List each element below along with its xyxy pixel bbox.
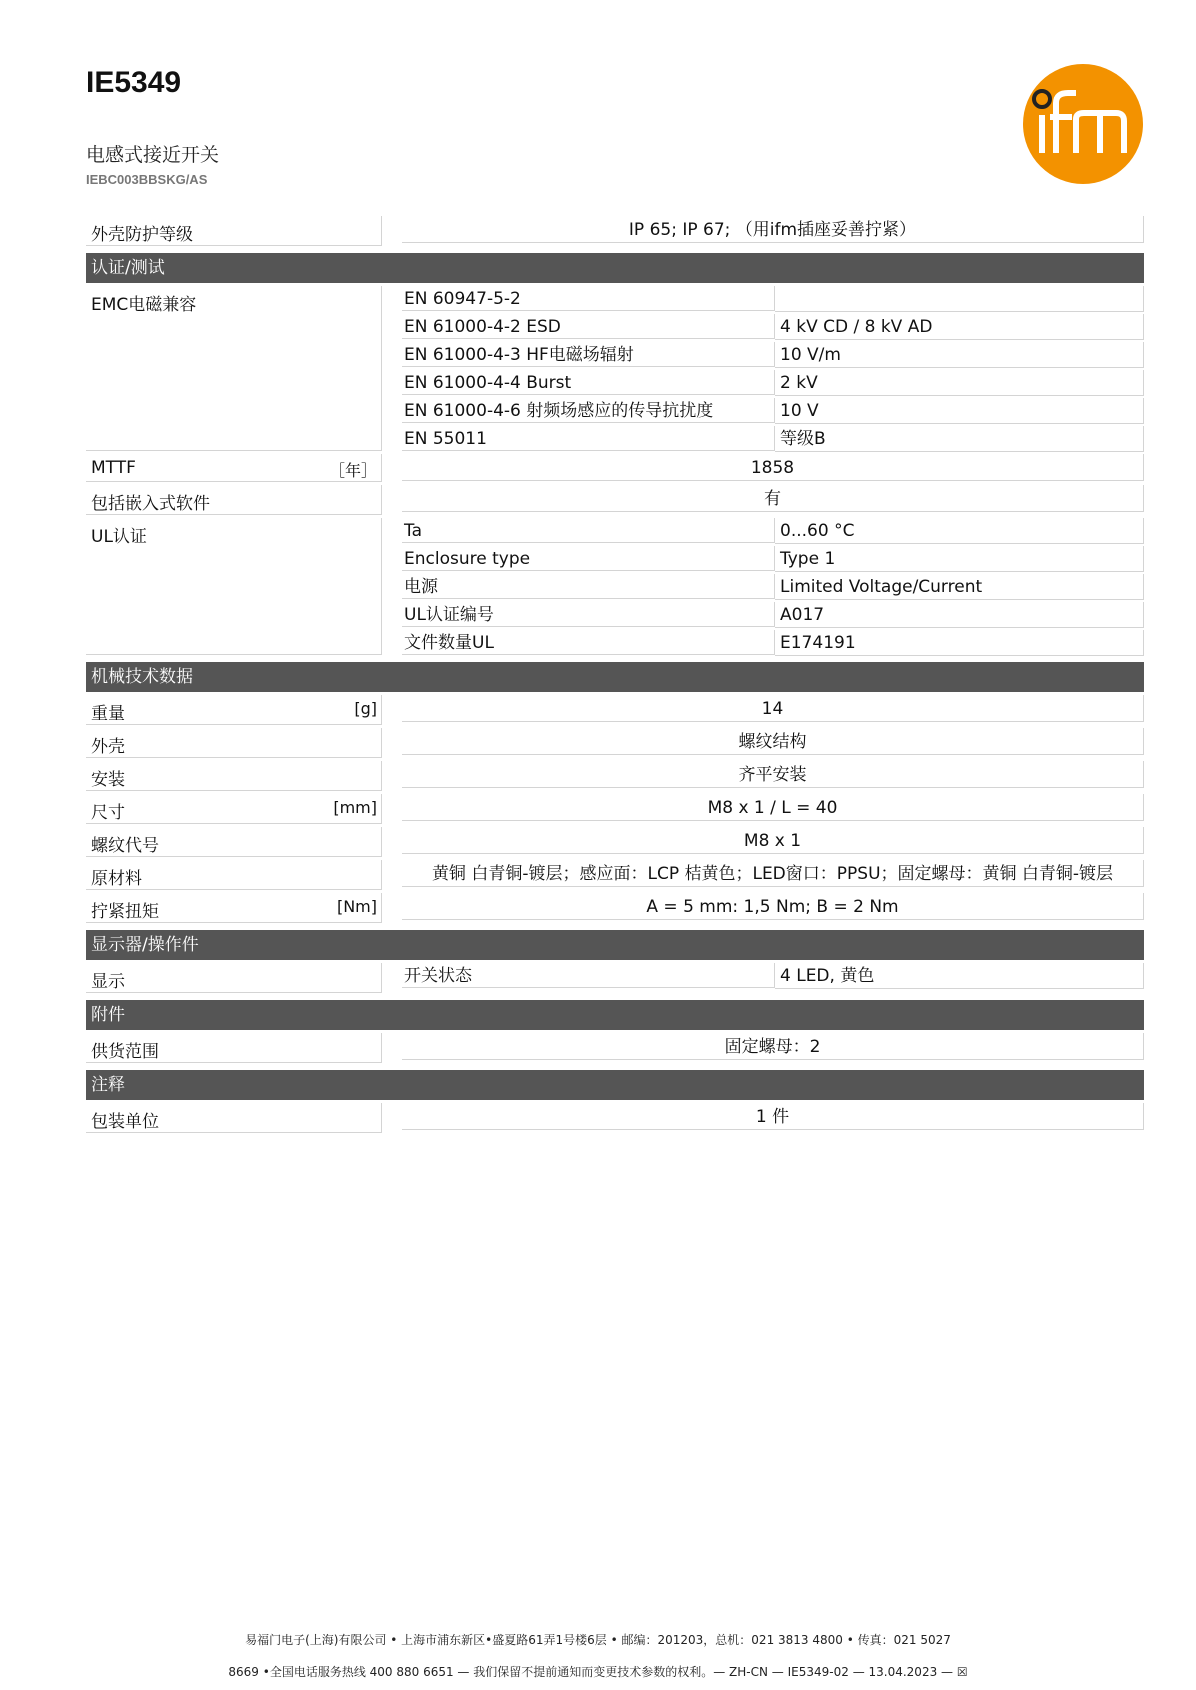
ul-value: Type 1 bbox=[775, 546, 1144, 572]
footer-legal: 8669 •全国电话服务热线 400 880 6651 — 我们保留不提前通知而变更技术参数的权利。— ZH-CN — IE5349-02 — 13.04.2023 — ☒ bbox=[228, 1665, 968, 1679]
section-header-certification: 认证/测试 bbox=[86, 253, 1144, 283]
emc-standard: EN 60947-5-2 bbox=[402, 286, 775, 311]
emc-value bbox=[775, 286, 1144, 312]
display-sub-label: 开关状态 bbox=[402, 963, 775, 988]
label-ul: UL认证 bbox=[91, 527, 147, 547]
row-material bbox=[86, 860, 1144, 893]
row-embedded-sw bbox=[86, 485, 1144, 518]
label-emc: EMC电磁兼容 bbox=[91, 295, 197, 315]
ul-value: Limited Voltage/Current bbox=[775, 574, 1144, 600]
unit-torque: [Nm] bbox=[336, 897, 377, 916]
ul-row bbox=[402, 602, 1144, 628]
section-header-mechanical: 机械技术数据 bbox=[86, 662, 1144, 692]
emc-standard: EN 61000-4-6 射频场感应的传导抗扰度 bbox=[402, 398, 775, 423]
display-sub-value: 4 LED, 黄色 bbox=[775, 963, 1144, 989]
row-housing bbox=[86, 728, 1144, 761]
emc-row bbox=[402, 398, 1144, 424]
emc-row bbox=[402, 314, 1144, 340]
emc-row bbox=[402, 426, 1144, 452]
label-display: 显示 bbox=[91, 972, 125, 992]
emc-value: 4 kV CD / 8 kV AD bbox=[775, 314, 1144, 340]
emc-standard: EN 61000-4-4 Burst bbox=[402, 370, 775, 395]
row-dimensions bbox=[86, 794, 1144, 827]
value-housing: 螺纹结构 bbox=[402, 728, 1144, 755]
ul-standard: UL认证编号 bbox=[402, 602, 775, 627]
ul-row bbox=[402, 546, 1144, 572]
row-emc bbox=[86, 286, 1144, 454]
emc-standard: EN 61000-4-3 HF电磁场辐射 bbox=[402, 342, 775, 367]
label-housing-protection: 外壳防护等级 bbox=[91, 225, 193, 245]
emc-values bbox=[402, 286, 1144, 454]
label-packaging: 包装单位 bbox=[91, 1112, 159, 1132]
value-material: 黄铜 白青铜-镀层；感应面：LCP 桔黄色；LED窗口：PPSU；固定螺母：黄铜 白青铜-镀层 bbox=[402, 860, 1144, 887]
emc-row bbox=[402, 370, 1144, 396]
value-mounting: 齐平安装 bbox=[402, 761, 1144, 788]
row-scope bbox=[86, 1033, 1144, 1066]
unit-weight: [g] bbox=[354, 699, 377, 718]
value-weight: 14 bbox=[402, 695, 1144, 722]
row-housing-protection bbox=[86, 216, 1144, 249]
section-header-accessories: 附件 bbox=[86, 1000, 1144, 1030]
row-packaging bbox=[86, 1103, 1144, 1136]
ul-row bbox=[402, 630, 1144, 656]
label-material: 原材料 bbox=[91, 869, 142, 889]
ul-standard: 文件数量UL bbox=[402, 630, 775, 655]
product-subtitle: 电感式接近开关 bbox=[86, 144, 220, 166]
ul-standard: Ta bbox=[402, 518, 775, 543]
row-ul bbox=[86, 518, 1144, 658]
label-torque: 拧紧扭矩 bbox=[91, 902, 159, 922]
row-torque bbox=[86, 893, 1144, 926]
ul-values bbox=[402, 518, 1144, 658]
label-thread: 螺纹代号 bbox=[91, 836, 159, 856]
row-weight bbox=[86, 695, 1144, 728]
label-weight: 重量 bbox=[91, 704, 125, 724]
product-title: IE5349 bbox=[86, 66, 182, 99]
ifm-logo-icon bbox=[1022, 63, 1144, 185]
emc-row bbox=[402, 342, 1144, 368]
ul-row bbox=[402, 574, 1144, 600]
emc-value: 2 kV bbox=[775, 370, 1144, 396]
footer-address: 易福门电子(上海)有限公司 • 上海市浦东新区•盛夏路61弄1号楼6层 • 邮编：201203，总机：021 3813 4800 • 传真：021 5027 bbox=[245, 1633, 951, 1647]
ul-standard: Enclosure type bbox=[402, 546, 775, 571]
product-code: IEBC003BBSKG/AS bbox=[86, 172, 208, 187]
value-mttf: 1858 bbox=[402, 454, 1144, 481]
row-mttf bbox=[86, 454, 1144, 485]
unit-dimensions: [mm] bbox=[333, 798, 377, 817]
logo-text: ifm bbox=[1083, 181, 1085, 182]
emc-row bbox=[402, 286, 1144, 312]
emc-value: 10 V/m bbox=[775, 342, 1144, 368]
emc-value: 10 V bbox=[775, 398, 1144, 424]
ul-standard: 电源 bbox=[402, 574, 775, 599]
label-mttf: MTTF bbox=[91, 458, 136, 478]
value-thread: M8 x 1 bbox=[402, 827, 1144, 854]
section-header-notes: 注释 bbox=[86, 1070, 1144, 1100]
label-embedded-sw: 包括嵌入式软件 bbox=[91, 494, 210, 514]
ul-value: 0...60 °C bbox=[775, 518, 1144, 544]
label-scope: 供货范围 bbox=[91, 1042, 159, 1062]
value-dimensions: M8 x 1 / L = 40 bbox=[402, 794, 1144, 821]
spec-table bbox=[86, 216, 1144, 1136]
value-packaging: 1 件 bbox=[402, 1103, 1144, 1130]
ul-value: E174191 bbox=[775, 630, 1144, 656]
label-dimensions: 尺寸 bbox=[91, 803, 125, 823]
emc-standard: EN 55011 bbox=[402, 426, 775, 451]
unit-mttf: ［年］ bbox=[328, 461, 377, 480]
label-housing: 外壳 bbox=[91, 737, 125, 757]
emc-standard: EN 61000-4-2 ESD bbox=[402, 314, 775, 339]
label-mounting: 安装 bbox=[91, 770, 125, 790]
section-header-display: 显示器/操作件 bbox=[86, 930, 1144, 960]
value-scope: 固定螺母：2 bbox=[402, 1033, 1144, 1060]
value-housing-protection: IP 65; IP 67; （用ifm插座妥善拧紧） bbox=[402, 216, 1144, 243]
value-torque: A = 5 mm: 1,5 Nm; B = 2 Nm bbox=[402, 893, 1144, 920]
row-display bbox=[86, 963, 1144, 996]
ul-value: A017 bbox=[775, 602, 1144, 628]
emc-value: 等级B bbox=[775, 426, 1144, 452]
value-embedded-sw: 有 bbox=[402, 485, 1144, 512]
ul-row bbox=[402, 518, 1144, 544]
row-thread bbox=[86, 827, 1144, 860]
row-mounting bbox=[86, 761, 1144, 794]
